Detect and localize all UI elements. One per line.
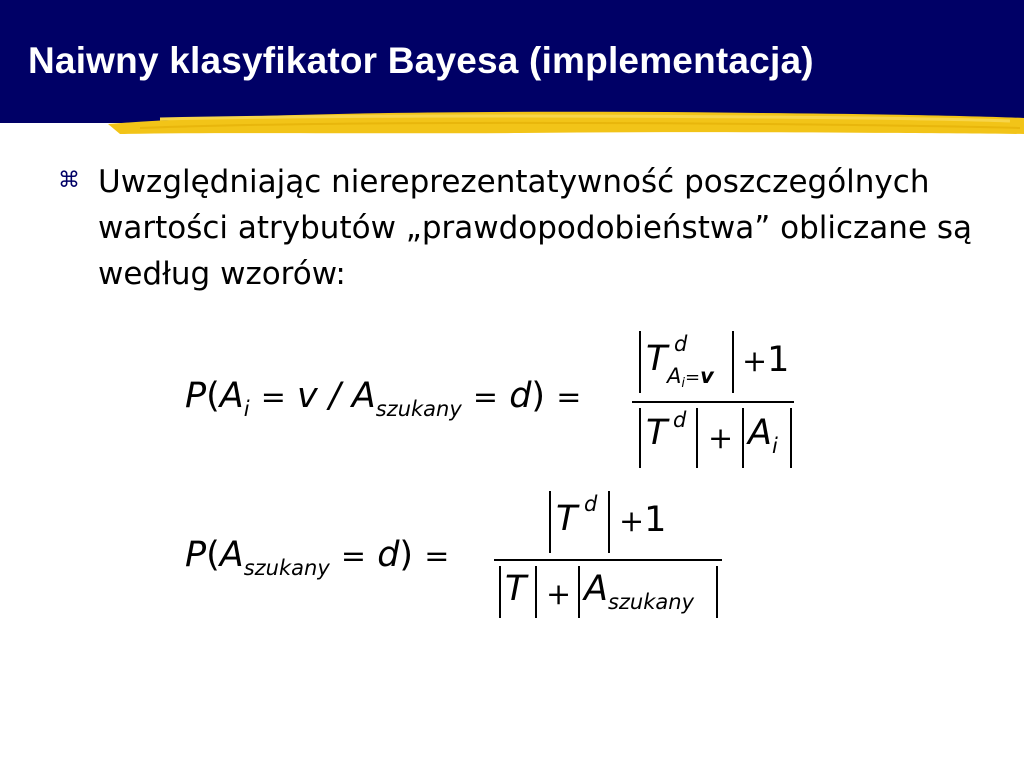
f1-num-T: T bbox=[646, 339, 668, 379]
f2-A-sub: szukany bbox=[243, 556, 330, 580]
f1-A-sub: i bbox=[243, 397, 250, 421]
f1-d: d bbox=[509, 376, 532, 416]
f1-num-sub-i: i bbox=[681, 376, 685, 391]
f2-eq-main: = bbox=[424, 539, 450, 574]
f2-num-T: T bbox=[556, 499, 578, 539]
f2-num-plus-one bbox=[619, 500, 667, 540]
f1-close-paren: ) bbox=[531, 376, 546, 416]
f1-den-A-sub: i bbox=[771, 434, 778, 458]
f1-eq-main: = bbox=[556, 380, 582, 415]
f2-num-T-sup: d bbox=[584, 492, 598, 516]
f1-num-T-sup: d bbox=[674, 332, 688, 356]
f1-den-A-wrap bbox=[748, 413, 778, 458]
f1-A2-sub: szukany bbox=[375, 397, 462, 421]
bullet-command-icon: ⌘ bbox=[58, 168, 80, 193]
f1-den-plus-wrap bbox=[708, 420, 733, 455]
slide-title: Naiwny klasyfikator Bayesa (implementacja) bbox=[28, 40, 814, 81]
yellow-brush-stroke bbox=[0, 104, 1024, 140]
f1-eq-a: = bbox=[260, 380, 286, 415]
f2-den-T: T bbox=[505, 569, 527, 609]
f1-eq-b: = bbox=[472, 380, 499, 415]
f2-P: P bbox=[185, 535, 207, 575]
f2-den-plus-wrap bbox=[546, 576, 571, 611]
f2-den-abs2-left bbox=[578, 566, 580, 618]
f1-den-abs1-right bbox=[696, 408, 698, 468]
f2-den-abs1-right bbox=[535, 566, 537, 618]
f1-num-abs-left bbox=[639, 331, 641, 393]
formula2-lhs bbox=[185, 535, 450, 580]
f1-den-abs2-right bbox=[790, 408, 792, 468]
f2-open-paren: ( bbox=[206, 535, 220, 575]
f1-v: v bbox=[296, 376, 318, 416]
f1-den-A: A bbox=[748, 413, 772, 453]
f1-num-one: 1 bbox=[767, 340, 790, 380]
f2-eq-a: = bbox=[340, 539, 367, 574]
f1-den-abs1-left bbox=[639, 408, 641, 468]
f1-num-plus-one bbox=[742, 340, 790, 380]
f2-den-A-wrap bbox=[584, 569, 694, 614]
f2-d: d bbox=[377, 535, 400, 575]
f1-num-sub-v: v bbox=[700, 364, 714, 388]
f2-den-plus: + bbox=[546, 577, 572, 612]
f1-slash: / bbox=[328, 376, 341, 416]
f2-num-abs-right bbox=[608, 491, 610, 553]
f2-fraction-bar bbox=[494, 559, 722, 561]
f1-open-paren: ( bbox=[206, 376, 220, 416]
f1-num-plus: + bbox=[742, 344, 768, 379]
f2-den-A-sub: szukany bbox=[607, 590, 694, 614]
f1-num-sub-eq: = bbox=[685, 367, 701, 388]
f1-den-plus: + bbox=[708, 421, 734, 456]
f2-num-one: 1 bbox=[644, 500, 667, 540]
f1-den-T-sup: d bbox=[673, 408, 687, 432]
f1-num-sub-A: A bbox=[667, 364, 682, 388]
f1-num-abs-right bbox=[732, 331, 734, 393]
f2-den-abs1-left bbox=[499, 566, 501, 618]
f2-A: A bbox=[219, 535, 244, 575]
f2-den-abs2-right bbox=[716, 566, 718, 618]
formula1-lhs bbox=[185, 376, 582, 421]
f1-fraction-bar bbox=[632, 401, 794, 403]
f1-A2: A bbox=[351, 376, 376, 416]
f1-A: A bbox=[219, 376, 244, 416]
f1-den-abs2-left bbox=[742, 408, 744, 468]
f1-den-T: T bbox=[646, 413, 668, 453]
f1-num-T-sub bbox=[667, 366, 714, 390]
f1-P: P bbox=[185, 376, 207, 416]
f2-num-abs-left bbox=[549, 491, 551, 553]
f2-den-A: A bbox=[584, 569, 608, 609]
bullet-text: Uwzględniając niereprezentatywność poszczególnych wartości atrybutów „prawdopodobieństwa” obliczane są według wzorów: bbox=[98, 164, 973, 292]
f2-close-paren: ) bbox=[399, 535, 414, 575]
f2-num-plus: + bbox=[619, 504, 645, 539]
f1-numerator-T bbox=[646, 339, 668, 379]
